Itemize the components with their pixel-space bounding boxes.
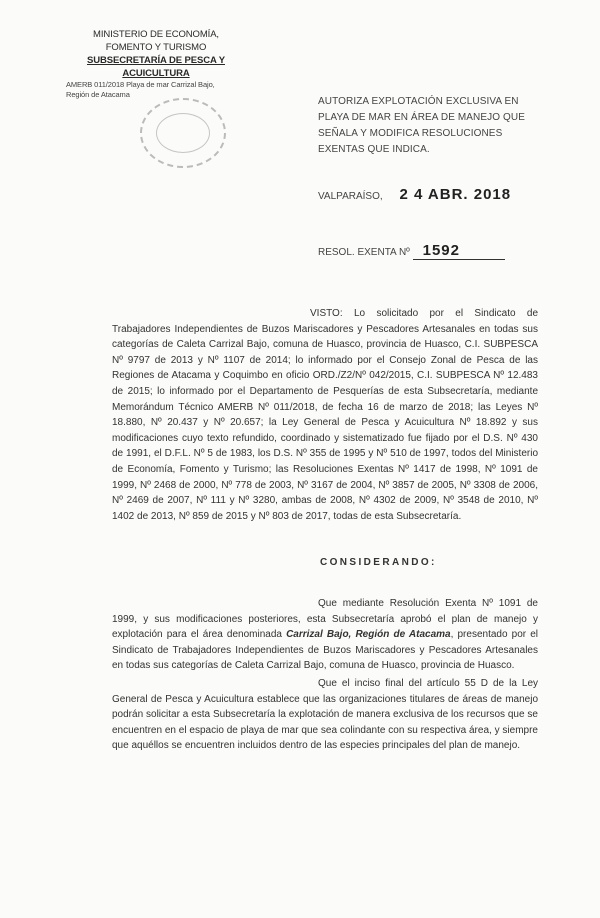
visto-paragraph (112, 306, 538, 524)
reference-line-2: Región de Atacama (66, 90, 130, 99)
visto-label: VISTO: (310, 308, 343, 319)
p1-text-a: Que mediante Resolución Exenta Nº 1091 de 1999, y sus modificaciones posteriores, esta Subsecretaría aprobó el plan de manejo y explotación para el área denominada (112, 598, 538, 641)
ministry-name-2: FOMENTO Y TURISMO (105, 42, 207, 53)
resolution-number: 1592 (413, 242, 505, 260)
place-date-line (318, 186, 511, 203)
p1-area-name: Carrizal Bajo, Región de Atacama (286, 629, 451, 641)
place: VALPARAÍSO, (318, 191, 383, 202)
considerando-heading: CONSIDERANDO: (320, 557, 437, 568)
p2-text: Que el inciso final del artículo 55 D de la Ley General de Pesca y Acuicultura establece que las organizaciones titulares de áreas de manejo podrán solicitar a esta Subsecretaría la explotación de manera exclusiva de los recursos que se encuentren en el espacio de playa de mar que sea colindante con su respectiva área, y siempre que aquéllos se encuentren incluidos dentro de las especies principales del plan de manejo. (112, 678, 538, 752)
ministry-name: MINISTERIO DE ECONOMÍA, (93, 29, 219, 40)
resolution-number-line (318, 242, 505, 260)
subsecretaria-name: SUBSECRETARÍA DE PESCA Y ACUICULTURA (86, 55, 225, 79)
reference-line-1: AMERB 011/2018 Playa de mar Carrizal Bajo, (66, 80, 215, 89)
resolution-label: RESOL. EXENTA Nº (318, 247, 410, 258)
date-stamp: 2 4 ABR. 2018 (399, 186, 512, 203)
official-stamp (140, 98, 226, 168)
considerando-paragraph-1 (112, 596, 538, 674)
letterhead (56, 28, 256, 100)
visto-text: Lo solicitado por el Sindicato de Trabajadores Independientes de Buzos Mariscadores y Pescadores Artesanales en todas sus categorías de Caleta Carrizal Bajo, comuna de Huasco, provincia de Huasco, C.I. SUBPESCA Nº 9797 de 2013 y Nº 1107 de 2014; lo informado por el Consejo Zonal de Pesca de las Regiones de Atacama y Coquimbo en oficio ORD./Z2/Nº 042/2015, C.I. SUBPESCA Nº 12.483 de 2015; lo informado por el Departamento de Pesquerías de esta Subsecretaría, mediante Memorándum Técnico AMERB Nº 011/2018, de fecha 16 de marzo de 2018; las Leyes Nº 18.880, Nº 20.437 y Nº 20.657; la Ley General de Pesca y Acuicultura Nº 18.892 y sus modificaciones cuyo texto refundido, coordinado y sistematizado fue fijado por el D.S. Nº 430 de 1991, el D.F.L. Nº 5 de 1983, los D.S. Nº 355 de 1995 y Nº 510 de 1997, todos del Ministerio de Economía, Fomento y Turismo; las Resoluciones Exentas Nº 1417 de 1998, Nº 1091 de 1999, Nº 2468 de 2000, Nº 778 de 2003, Nº 3167 de 2004, Nº 3857 de 2005, Nº 3308 de 2006, Nº 2469 de 2007, Nº 111 y Nº 3280, ambas de 2008, Nº 4302 de 2009, Nº 3548 de 2010, Nº 1402 de 2013, Nº 859 de 2015 y Nº 803 de 2017, todas de esta Subsecretaría. (112, 308, 539, 522)
considerando-paragraph-2 (112, 676, 538, 754)
p1-text-b: , presentado por el Sindicato de Trabajadores Independientes de Buzos Mariscadores y Pescadores Artesanales en todas sus categorías de Caleta Carrizal Bajo, comuna de Huasco, provincia de Huasco. (112, 629, 539, 672)
resolution-subject: AUTORIZA EXPLOTACIÓN EXCLUSIVA EN PLAYA DE MAR EN ÁREA DE MANEJO QUE SEÑALA Y MODIFICA RESOLUCIONES EXENTAS QUE INDICA. (318, 96, 525, 155)
stamp-inner-ring (156, 113, 210, 153)
